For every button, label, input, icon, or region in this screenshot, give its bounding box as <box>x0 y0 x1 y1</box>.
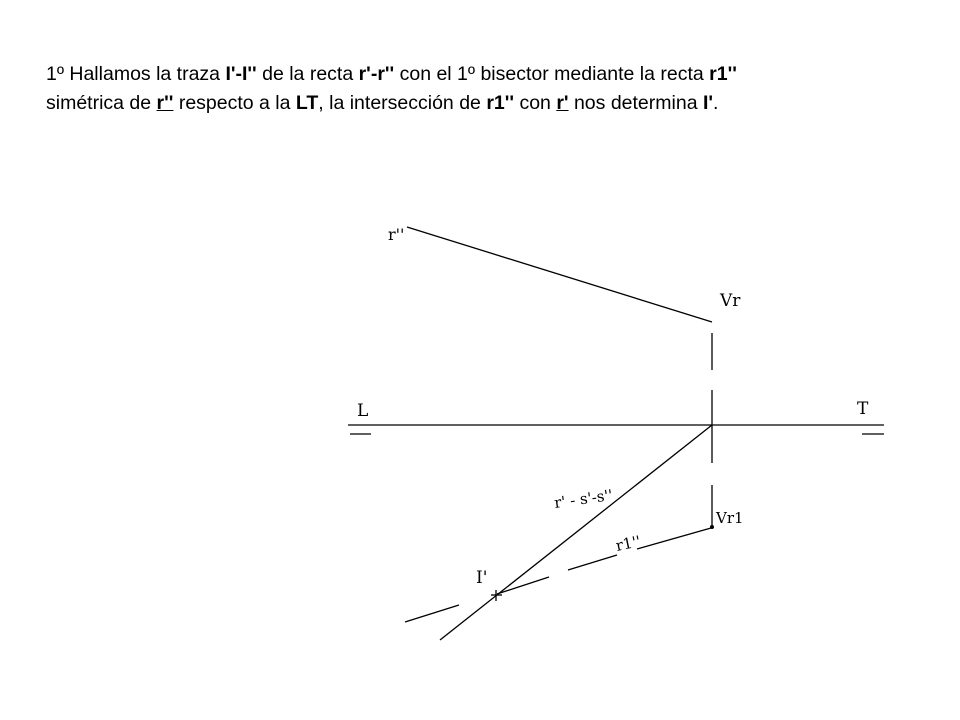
instruction-segment: 1º Hallamos la traza <box>46 63 226 85</box>
instruction-segment: simétrica de <box>46 92 157 114</box>
label-r-second: r'' <box>388 225 405 244</box>
line-r-second <box>407 227 712 322</box>
instruction-segment: con el 1º bisector mediante la recta <box>394 63 710 85</box>
label-r-prime-s: r' - s'-s'' <box>553 485 614 512</box>
label-vr: Vr <box>720 291 741 311</box>
instruction-segment: respecto a la <box>173 92 296 114</box>
line-r-prime-s <box>440 425 712 640</box>
instruction-segment: r'-r'' <box>358 63 395 85</box>
instruction-segment: nos determina <box>568 92 703 114</box>
label-t: T <box>857 399 869 419</box>
instruction-segment: de la recta <box>256 63 359 85</box>
instruction-segment: , la intersección de <box>318 92 487 114</box>
point-vr1 <box>710 525 714 529</box>
instruction-segment: LT <box>295 92 319 114</box>
instruction-segment: . <box>713 92 719 114</box>
instruction-segment: con <box>514 92 557 114</box>
line-r1-second-seg2 <box>568 555 617 570</box>
instruction-segment: I'-I'' <box>225 63 257 85</box>
line-r1-second-seg1 <box>637 528 711 549</box>
instruction-segment: I' <box>702 92 714 114</box>
label-vr1: Vr1 <box>716 509 744 527</box>
instruction-segment: r'' <box>156 92 174 114</box>
label-l: L <box>357 401 369 421</box>
instruction-segment: r' <box>556 92 569 114</box>
instruction-segment: r1'' <box>709 63 737 85</box>
label-r1-second: r1'' <box>614 532 643 555</box>
instruction-segment: r1'' <box>486 92 515 114</box>
line-r1-second-seg4 <box>405 605 459 622</box>
label-i-prime: I' <box>476 568 488 588</box>
line-r1-second-seg3 <box>497 577 549 594</box>
